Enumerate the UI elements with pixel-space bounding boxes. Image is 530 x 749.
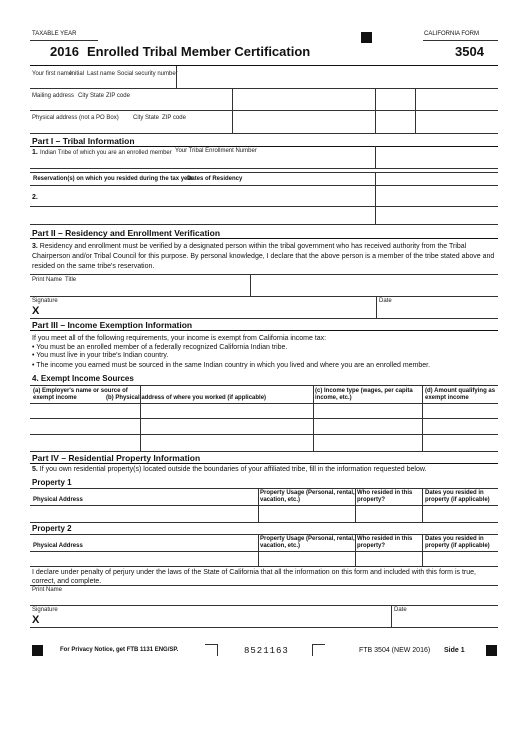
verifier-signature-label: Signature (32, 298, 58, 304)
reservation-col-header: Reservation(s) on which you resided during the tax year (33, 176, 194, 182)
reservation-input[interactable] (40, 188, 375, 206)
line5-text: 5. If you own residential property(s) located outside the boundaries of your affiliated tribe, fill in the information requested below. (32, 466, 427, 473)
col-d-header: (d) Amount qualifying as exempt income (425, 388, 496, 401)
property2-heading: Property 2 (32, 524, 72, 533)
california-form-label: CALIFORNIA FORM (424, 31, 480, 37)
p2-usage-header: Property Usage (Personal, rental, vacation, etc.) (260, 536, 355, 549)
physical-city-field[interactable]: City (133, 115, 144, 121)
taxpayer-print-name-field[interactable]: Print Name (32, 587, 63, 593)
tribe-name-field[interactable]: Indian Tribe of which you are an enrolled member (40, 150, 172, 156)
dates-col-header: Dates of Residency (187, 176, 243, 182)
physical-zip-field[interactable]: ZIP code (162, 115, 186, 121)
enrollment-number-field[interactable]: Your Tribal Enrollment Number (175, 148, 257, 154)
col-a-header: (a) Employer's name or source of exempt income (33, 388, 128, 401)
registration-mark (32, 645, 43, 656)
form-code: 8521163 (244, 646, 289, 656)
form-id: FTB 3504 (NEW 2016) (359, 647, 431, 654)
verifier-print-name-field[interactable]: Print Name (32, 277, 63, 283)
exempt-income-rows[interactable] (31, 404, 498, 450)
mailing-state-field[interactable]: State (90, 93, 105, 99)
physical-address-field[interactable]: Physical address (not a PO Box) (32, 115, 119, 121)
line3-text: 3. Residency and enrollment must be verified by a designated person within the tribal government who has received authority from the Tribal Chairperson and/or Tribal Council for this purpose. By personal knowledge, I declare that the above person is a member of the tribe stated above and resided on the same tribe's reservation. (32, 243, 495, 270)
p2-dates-header: Dates you resided in property (if applicable) (425, 536, 490, 549)
taxpayer-signature-field[interactable]: X (32, 614, 40, 626)
p1-physical-header: Physical Address (33, 497, 83, 503)
verifier-date-field[interactable]: Date (379, 298, 392, 304)
ssn-field[interactable]: Social security number (117, 71, 178, 77)
registration-mark (486, 645, 497, 656)
registration-mark (361, 32, 372, 43)
p1-usage-header: Property Usage (Personal, rental, vacation, etc.) (260, 490, 355, 503)
privacy-notice: For Privacy Notice, get FTB 1131 ENG/SP. (60, 647, 179, 653)
p1-who-header: Who resided in this property? (357, 490, 413, 503)
requirement-item: • The income you earned must be sourced in the same Indian country in which you lived and where you are an enrolled member. (32, 362, 431, 369)
mailing-zip-field[interactable]: ZIP code (106, 93, 130, 99)
physical-state-field[interactable]: State (145, 115, 160, 121)
verifier-signature-field[interactable]: X (32, 305, 40, 317)
part4-heading: Part IV – Residential Property Information (32, 453, 201, 463)
part2-heading: Part II – Residency and Enrollment Verification (32, 228, 221, 238)
verifier-title-field[interactable]: Title (65, 277, 77, 283)
property1-row[interactable] (31, 506, 498, 521)
taxpayer-signature-label: Signature (32, 607, 58, 613)
col-b-header: (b) Physical address of where you worked (if applicable) (106, 395, 267, 401)
perjury-declaration: I declare under penalty of perjury under the laws of the State of California that all the information on this form and included with this form is true, correct, and complete. (32, 569, 476, 585)
requirement-item: • You must be an enrolled member of a federally recognized California Indian tribe. (32, 344, 288, 351)
form-number: 3504 (455, 44, 484, 59)
part3-intro: If you meet all of the following requirements, your income is exempt from California income tax: (32, 335, 327, 342)
requirement-item: • You must live in your tribe's Indian country. (32, 352, 169, 359)
first-name-field[interactable]: Your first name (32, 71, 73, 77)
initial-field[interactable]: Initial (70, 71, 85, 77)
part1-heading: Part I – Tribal Information (32, 136, 135, 146)
line4-heading: 4. Exempt Income Sources (32, 374, 134, 383)
p1-dates-header: Dates you resided in property (if applicable) (425, 490, 490, 503)
property1-heading: Property 1 (32, 478, 72, 487)
p2-who-header: Who resided in this property? (357, 536, 413, 549)
form-title: Enrolled Tribal Member Certification (87, 44, 311, 59)
tax-year: 2016 (50, 44, 79, 59)
part3-heading: Part III – Income Exemption Information (32, 320, 193, 330)
last-name-field[interactable]: Last name (87, 71, 116, 77)
property2-row[interactable] (31, 552, 498, 565)
taxpayer-date-field[interactable]: Date (394, 607, 407, 613)
taxable-year-label: TAXABLE YEAR (32, 31, 77, 37)
p2-physical-header: Physical Address (33, 543, 83, 549)
mailing-city-field[interactable]: City (78, 93, 89, 99)
mailing-address-field[interactable]: Mailing address (32, 93, 75, 99)
page-side: Side 1 (444, 647, 465, 654)
col-c-header: (c) Income type (wages, per capita income, etc.) (315, 388, 413, 401)
